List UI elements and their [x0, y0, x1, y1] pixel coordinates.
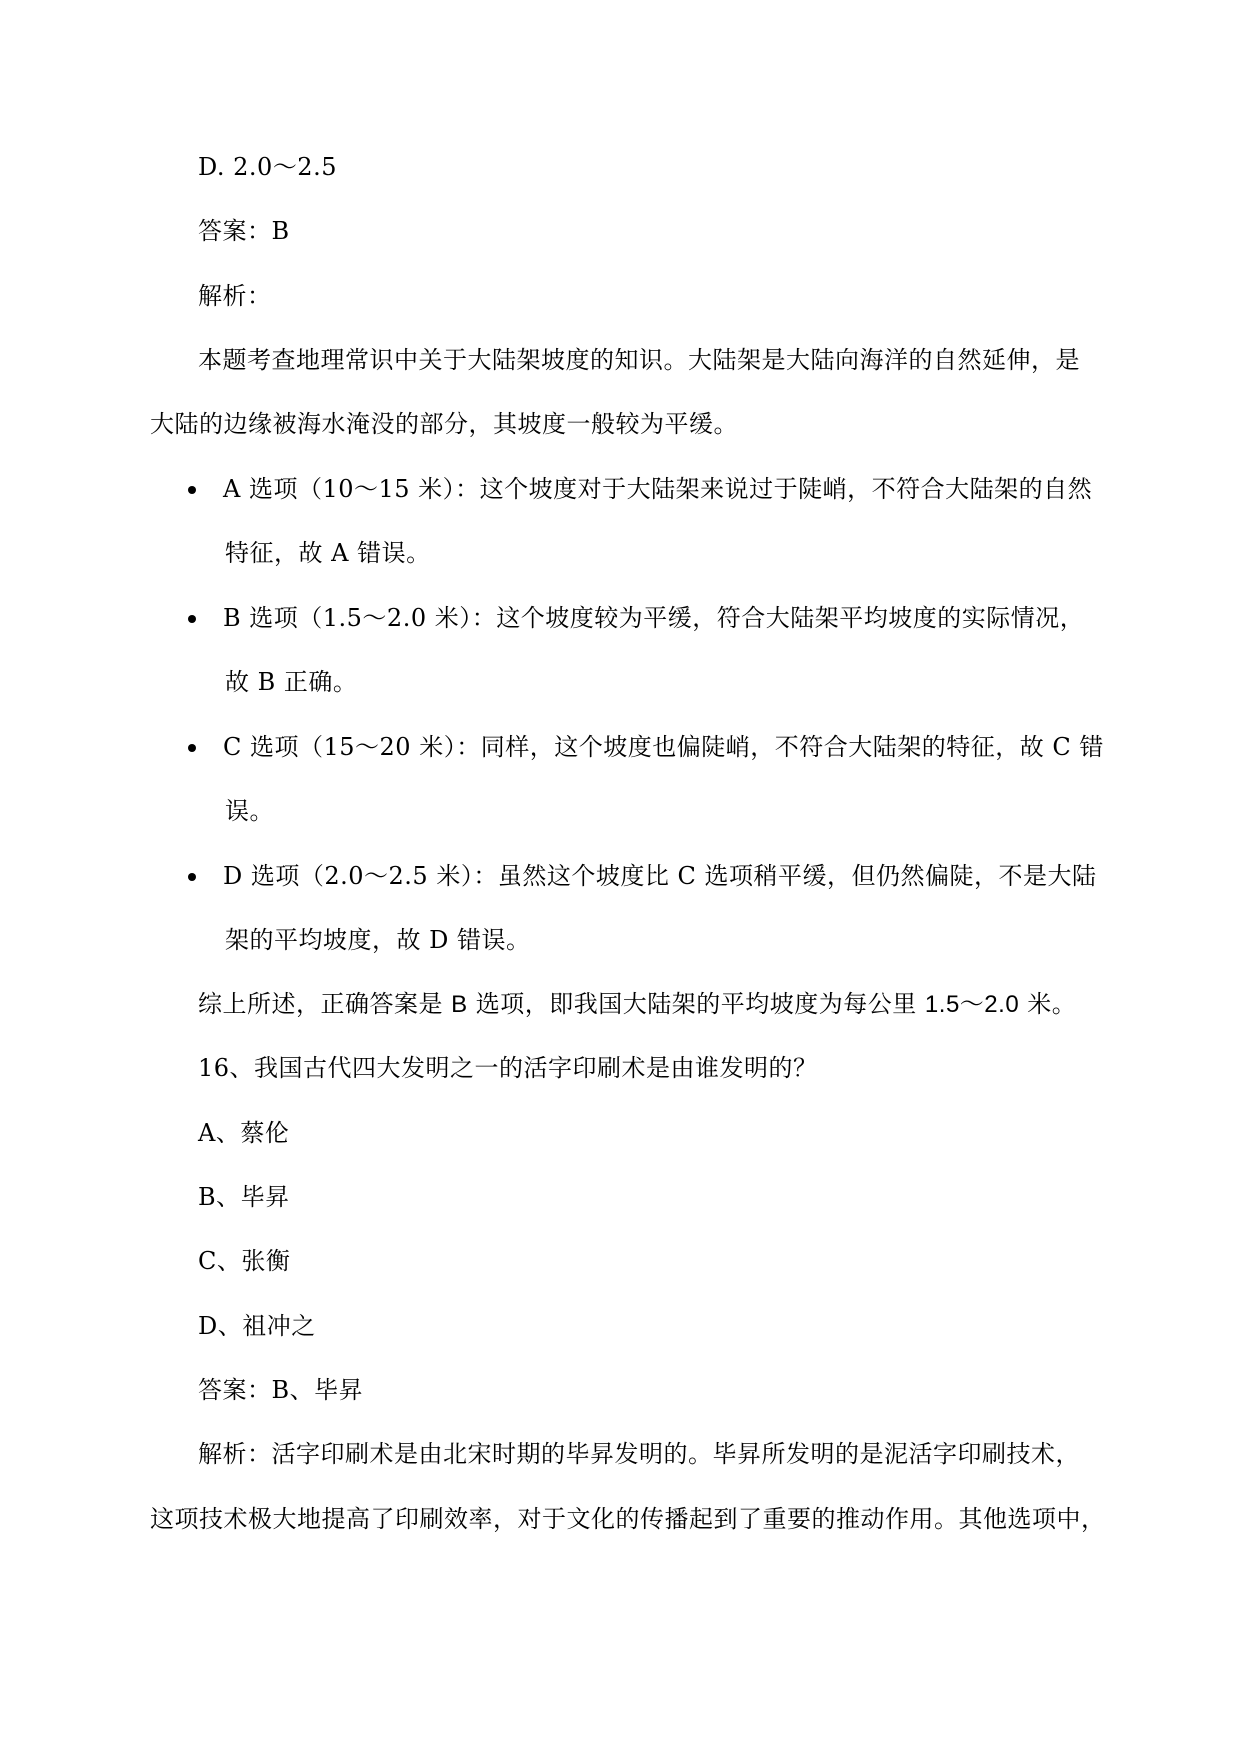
summary-number-2: 2.0 [984, 991, 1020, 1018]
summary-answer-letter: B [451, 991, 468, 1018]
question-16-option-b: B、毕昇 [198, 1183, 290, 1211]
question-16-option-d: D、祖冲之 [198, 1312, 316, 1340]
bullet-d-line2: 架的平均坡度，故 D 错误。 [225, 926, 531, 954]
question-16-analysis-line2: 这项技术极大地提高了印刷效率，对于文化的传播起到了重要的推动作用。其他选项中， [150, 1505, 1106, 1533]
question-16-answer: 答案：B、毕昇 [198, 1376, 364, 1404]
summary-number-1: 1.5 [924, 991, 960, 1018]
option-d-prev: D. 2.0～2.5 [198, 153, 337, 181]
bullet-icon [188, 744, 196, 752]
bullet-c-line2: 误。 [225, 797, 274, 825]
bullet-a-line1: A 选项（10～15 米）：这个坡度对于大陆架来说过于陡峭，不符合大陆架的自然 [223, 475, 1093, 503]
bullet-icon [188, 873, 196, 881]
bullet-icon [188, 486, 196, 494]
bullet-c-line1: C 选项（15～20 米）：同样，这个坡度也偏陡峭，不符合大陆架的特征，故 C 错 [223, 733, 1104, 761]
question-16: 16、我国古代四大发明之一的活字印刷术是由谁发明的？ [198, 1054, 818, 1082]
question-16-option-c: C、张衡 [198, 1247, 291, 1275]
summary-middle: 选项，即我国大陆架的平均坡度为每公里 [467, 990, 925, 1018]
question-16-analysis-line1: 解析：活字印刷术是由北宋时期的毕昇发明的。毕昇所发明的是泥活字印刷技术， [198, 1440, 1080, 1468]
analysis-paragraph-line2: 大陆的边缘被海水淹没的部分，其坡度一般较为平缓。 [150, 410, 738, 438]
bullet-b-line2: 故 B 正确。 [225, 668, 358, 696]
bullet-d-line1: D 选项（2.0～2.5 米）：虽然这个坡度比 C 选项稍平缓，但仍然偏陡，不是大陆 [223, 862, 1097, 890]
summary-prefix: 综上所述，正确答案是 [198, 990, 452, 1018]
question-16-option-a: A、蔡伦 [198, 1119, 290, 1147]
summary-end: 米。 [1019, 990, 1077, 1018]
bullet-b-line1: B 选项（1.5～2.0 米）：这个坡度较为平缓，符合大陆架平均坡度的实际情况， [223, 604, 1085, 632]
bullet-a-line2: 特征，故 A 错误。 [225, 539, 431, 567]
answer-prev: 答案：B [198, 217, 290, 245]
summary-tilde: ～ [959, 990, 985, 1018]
summary-line [198, 989, 1076, 1020]
analysis-paragraph-line1: 本题考查地理常识中关于大陆架坡度的知识。大陆架是大陆向海洋的自然延伸，是 [198, 346, 1080, 374]
bullet-icon [188, 615, 196, 623]
analysis-label: 解析： [198, 282, 272, 310]
